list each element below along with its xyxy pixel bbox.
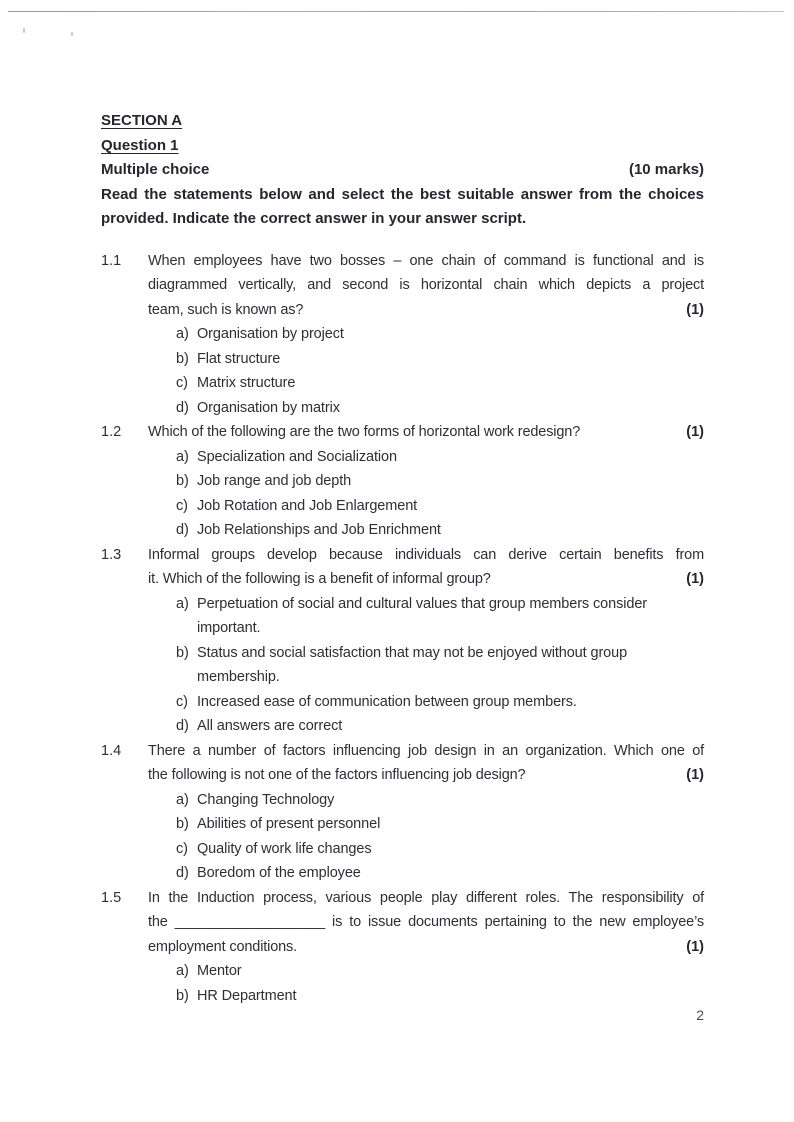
- instructions-line: Read the statements below and select the best suitable answer from the choices: [101, 185, 704, 203]
- option-b: [176, 347, 704, 372]
- option-c: [176, 494, 704, 519]
- question-text-line: When employees have two bosses – one chain of command is functional and is: [148, 252, 704, 269]
- option-letter: b): [176, 987, 189, 1004]
- question-text-line: the following is not one of the factors influencing job design?: [148, 767, 526, 783]
- question-number: 1.1: [101, 252, 122, 269]
- options-list: [176, 788, 704, 886]
- question-number: 1.2: [101, 424, 122, 440]
- question-number: 1.4: [101, 742, 122, 759]
- question-text: [148, 420, 704, 445]
- total-marks-label: (10 marks): [628, 161, 704, 178]
- option-d: [176, 714, 704, 739]
- question-marks: (1): [686, 571, 704, 587]
- option-label: Boredom of the employee: [197, 865, 361, 881]
- question-text: [148, 739, 704, 788]
- option-letter: c): [176, 375, 188, 391]
- question-text-line: it. Which of the following is a benefit of informal group?: [148, 571, 491, 587]
- option-letter: d): [176, 399, 189, 416]
- option-letter: d): [176, 865, 189, 881]
- option-b: [176, 641, 704, 690]
- exam-content: [101, 109, 704, 1008]
- option-c: [176, 371, 704, 396]
- options-list: [176, 445, 704, 543]
- option-a: [176, 445, 704, 470]
- options-list: [176, 322, 704, 420]
- option-a: [176, 959, 704, 984]
- question-text-line: Informal groups develop because individuals can derive certain benefits from: [148, 546, 704, 563]
- option-label: Job Relationships and Job Enrichment: [197, 522, 441, 538]
- option-label: Mentor: [197, 963, 242, 979]
- option-label: Abilities of present personnel: [197, 816, 381, 832]
- question-body: [148, 543, 704, 739]
- question-1-5: [101, 886, 704, 1009]
- question-number: 1.5: [101, 889, 122, 906]
- question-text-line: employment conditions.: [148, 938, 298, 955]
- option-letter: b): [176, 816, 189, 832]
- option-label: HR Department: [197, 987, 297, 1004]
- question-list: [101, 249, 704, 1009]
- option-d: [176, 861, 704, 886]
- question-marks: (1): [686, 938, 704, 955]
- option-letter: d): [176, 522, 189, 538]
- option-label: Increased ease of communication between group members.: [197, 693, 577, 710]
- option-label: All answers are correct: [197, 718, 343, 734]
- option-a: [176, 322, 704, 347]
- option-a: [176, 592, 704, 641]
- option-label: Specialization and Socialization: [197, 448, 397, 465]
- option-c: [176, 837, 704, 862]
- option-label: Organisation by matrix: [197, 399, 340, 416]
- question-type-row: [101, 158, 704, 183]
- option-a: [176, 788, 704, 813]
- option-letter: c): [176, 693, 188, 710]
- option-letter: b): [176, 350, 189, 367]
- option-letter: a): [176, 595, 189, 612]
- scan-artifact: [23, 28, 25, 33]
- question-marks: (1): [686, 301, 704, 318]
- option-letter: b): [176, 644, 189, 661]
- option-letter: a): [176, 963, 189, 979]
- options-list: [176, 959, 704, 1008]
- question-type-label: Multiple choice: [101, 161, 210, 178]
- scan-edge-line: [8, 11, 784, 12]
- question-text-line: diagrammed vertically, and second is horizontal chain which depicts a project: [148, 277, 704, 293]
- question-heading: Question 1: [101, 136, 179, 154]
- page-number: 2: [696, 1007, 704, 1023]
- option-label: Job Rotation and Job Enlargement: [197, 497, 418, 514]
- question-marks: (1): [686, 424, 704, 440]
- question-text-line: Which of the following are the two forms of horizontal work redesign?: [148, 424, 581, 440]
- option-label: Matrix structure: [197, 375, 296, 391]
- question-marks: (1): [686, 767, 704, 783]
- option-label: Flat structure: [197, 350, 281, 367]
- option-label: Changing Technology: [197, 791, 335, 808]
- question-text-line: the ___________________ is to issue documents pertaining to the new employee’s: [148, 914, 704, 930]
- option-label: Status and social satisfaction that may not be enjoyed without group membership.: [197, 644, 628, 685]
- option-letter: a): [176, 791, 189, 808]
- option-label: Organisation by project: [197, 326, 344, 342]
- question-text-line: There a number of factors influencing job design in an organization. Which one of: [148, 742, 704, 759]
- option-d: [176, 396, 704, 421]
- option-b: [176, 984, 704, 1009]
- option-letter: b): [176, 473, 189, 489]
- scan-artifact: [71, 32, 73, 36]
- question-1-2: [101, 420, 704, 543]
- option-letter: c): [176, 840, 188, 857]
- question-1-4: [101, 739, 704, 886]
- question-body: [148, 420, 704, 543]
- question-number: 1.3: [101, 546, 122, 563]
- question-text-line: In the Induction process, various people play different roles. The responsibility of: [148, 889, 704, 906]
- question-body: [148, 249, 704, 421]
- option-letter: d): [176, 718, 189, 734]
- option-c: [176, 690, 704, 715]
- question-text: [148, 249, 704, 323]
- option-d: [176, 518, 704, 543]
- option-letter: a): [176, 326, 189, 342]
- option-letter: c): [176, 497, 188, 514]
- question-text: [148, 543, 704, 592]
- option-letter: a): [176, 448, 189, 465]
- option-b: [176, 812, 704, 837]
- instructions-line: provided. Indicate the correct answer in your answer script.: [101, 210, 527, 227]
- question-1-3: [101, 543, 704, 739]
- question-text: [148, 886, 704, 960]
- option-b: [176, 469, 704, 494]
- section-heading: SECTION A: [101, 112, 183, 129]
- question-body: [148, 739, 704, 886]
- option-label: Perpetuation of social and cultural values that group members consider important.: [197, 595, 648, 636]
- options-list: [176, 592, 704, 739]
- question-1-1: [101, 249, 704, 421]
- question-text-line: team, such is known as?: [148, 301, 304, 318]
- question-body: [148, 886, 704, 1009]
- option-label: Job range and job depth: [197, 473, 352, 489]
- option-label: Quality of work life changes: [197, 840, 372, 857]
- instructions: [101, 183, 704, 232]
